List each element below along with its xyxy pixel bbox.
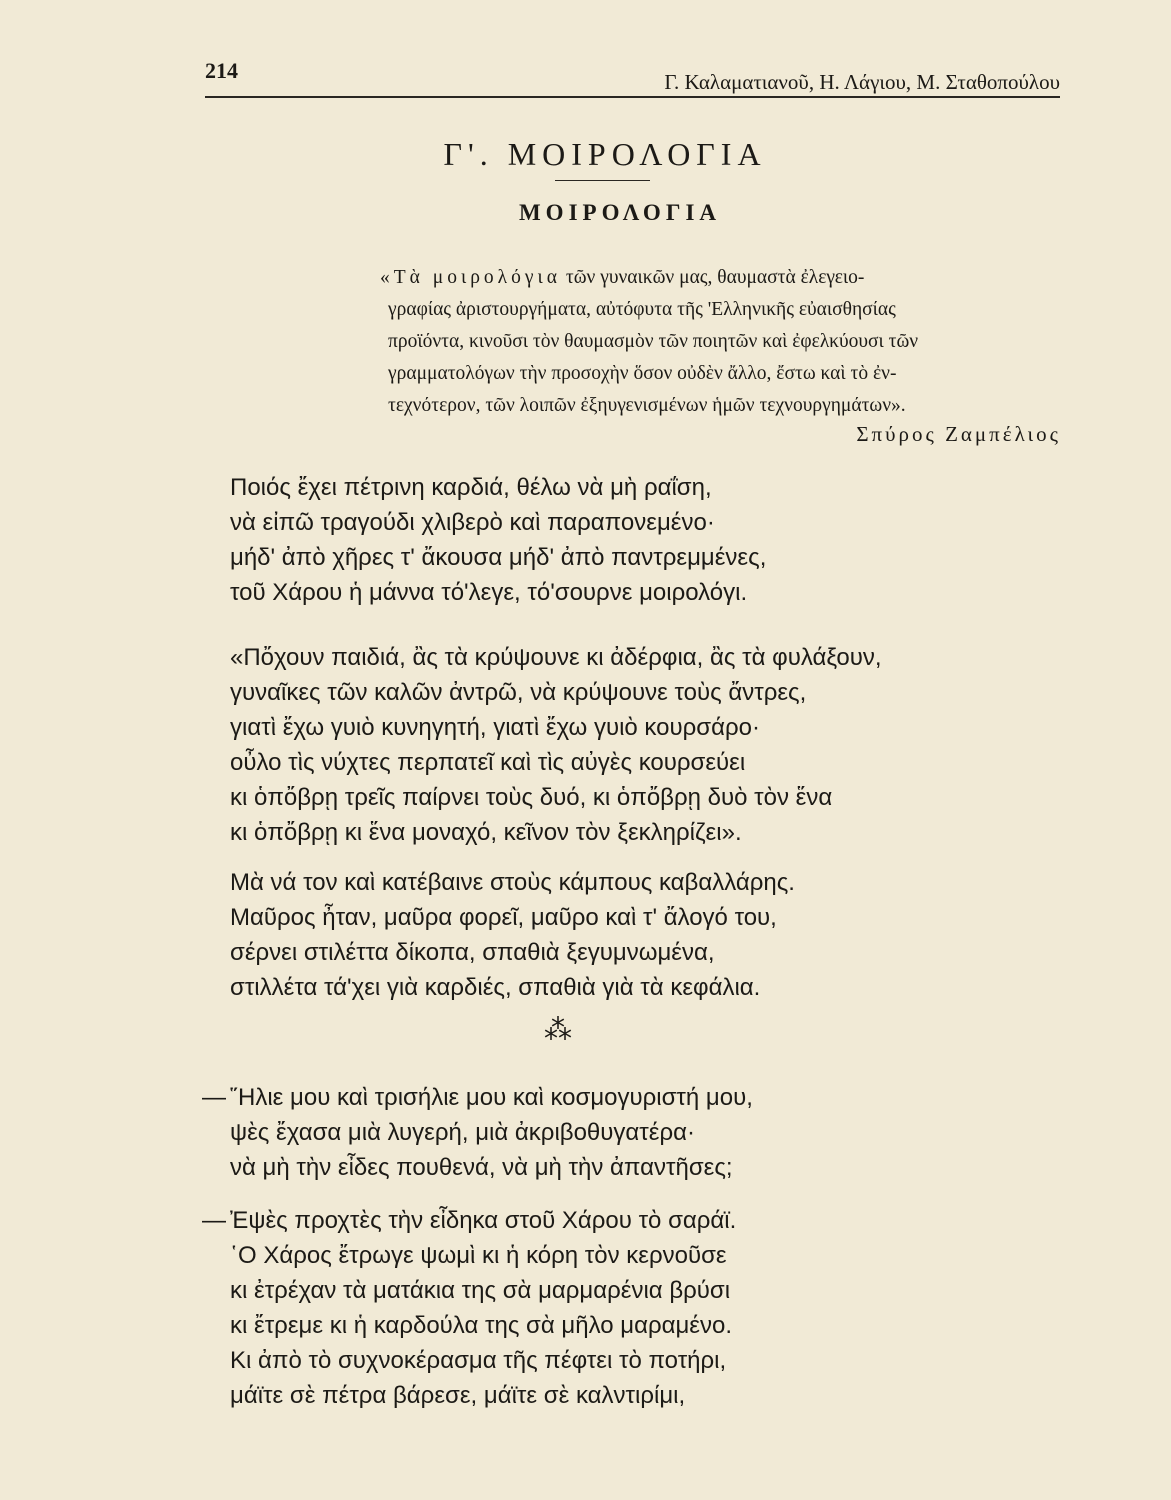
verse-line: μάϊτε σὲ πέτρα βάρεσε, μάϊτε σὲ καλντιρίμι, [230, 1382, 686, 1409]
verse-line: μήδ' ἀπὸ χῆρες τ' ἄκουσα μήδ' ἀπὸ παντρεμμένες, [230, 544, 767, 571]
verse-line: κι ἔτρεμε κι ἡ καρδούλα της σὰ μῆλο μαραμένο. [230, 1312, 733, 1339]
verse-line: νὰ μὴ τὴν εἶδες πουθενά, νὰ μὴ τὴν ἀπαντῆσες; [230, 1154, 733, 1181]
verse-line: στιλλέτα τά'χει γιὰ καρδιές, σπαθιὰ γιὰ τὰ κεφάλια. [230, 974, 761, 1001]
asterism-divider: ⁂ [544, 1015, 572, 1046]
verse-line: — ῞Ηλιε μου καὶ τρισήλιε μου καὶ κοσμογυριστή μου, [202, 1084, 753, 1111]
section-title: Γ'. ΜΟΙΡΟΛΟΓΙΑ [443, 136, 767, 172]
stanza [230, 640, 882, 850]
stanza [202, 1203, 737, 1413]
epigraph-line: προϊόντα, κινοῦσι τὸν θαυμασμὸν τῶν ποιητῶν καὶ ἐφελκύουσι τῶν [388, 331, 919, 352]
header-rule [205, 96, 1060, 98]
stanza [230, 470, 766, 610]
running-head: Γ. Καλαματιανοῦ, Η. Λάγιου, Μ. Σταθοπούλου [664, 70, 1060, 94]
stanza [230, 865, 795, 1005]
verse-line: νὰ εἰπῶ τραγούδι χλιβερὸ καὶ παραπονεμένο· [230, 509, 715, 536]
verse-line: σέρνει στιλέττα δίκοπα, σπαθιὰ ξεγυμνωμένα, [230, 939, 715, 966]
verse-line: οὖλο τὶς νύχτες περπατεῖ καὶ τὶς αὐγὲς κουρσεύει [230, 749, 746, 776]
verse-line: Μαῦρος ἦταν, μαῦρα φορεῖ, μαῦρο καὶ τ' ἄλογό του, [230, 904, 777, 931]
epigraph-line: γραφίας ἀριστουργήματα, αὐτόφυτα τῆς 'Ελληνικῆς εὐαισθησίας [388, 299, 896, 320]
stanza [202, 1080, 753, 1185]
verse-line: κι ὁπὄβρῃ τρεῖς παίρνει τοὺς δυό, κι ὁπὄβρῃ δυὸ τὸν ἕνα [230, 784, 833, 811]
epigraph-line: τεχνότερον, τῶν λοιπῶν ἐξηυγενισμένων ἡμῶν τεχνουργημάτων». [388, 395, 906, 416]
verse-line: κι ὁπὄβρῃ κι ἕνα μοναχό, κεῖνον τὸν ξεκληρίζει». [230, 819, 742, 846]
verse-line: Μὰ νά τον καὶ κατέβαινε στοὺς κάμπους καβαλλάρης. [230, 869, 795, 896]
page-header [205, 58, 1060, 98]
epigraph-line: «Τὰ μοιρολόγια τῶν γυναικῶν μας, θαυμαστὰ ἐλεγειο- [380, 267, 865, 288]
verse-line: ῾Ο Χάρος ἔτρωγε ψωμὶ κι ἡ κόρη τὸν κερνοῦσε [230, 1242, 727, 1269]
title-divider [555, 180, 650, 181]
epigraph-author: Σπύρος Ζαμπέλιος [856, 422, 1061, 446]
verse-line: Ποιός ἔχει πέτρινη καρδιά, θέλω νὰ μὴ ραΐση, [230, 474, 712, 501]
verse-line: γιατὶ ἔχω γυιὸ κυνηγητή, γιατὶ ἔχω γυιὸ κουρσάρο· [230, 714, 760, 741]
verse-line: τοῦ Χάρου ἡ μάννα τό'λεγε, τό'σουρνε μοιρολόγι. [230, 579, 748, 606]
page-number: 214 [205, 58, 238, 83]
verse-line: «Πὄχουν παιδιά, ἂς τὰ κρύψουνε κι ἀδέρφια, ἂς τὰ φυλάξουν, [230, 644, 882, 671]
verse-line: ψὲς ἔχασα μιὰ λυγερή, μιὰ ἀκριβοθυγατέρα· [230, 1119, 695, 1146]
epigraph [380, 262, 1060, 422]
section-subtitle: ΜΟΙΡΟΛΟΓΙΑ [518, 200, 722, 225]
verse-line: γυναῖκες τῶν καλῶν ἀντρῶ, νὰ κρύψουνε τοὺς ἄντρες, [230, 679, 807, 706]
epigraph-line: γραμματολόγων τὴν προσοχὴν ὅσον οὐδὲν ἄλλο, ἔστω καὶ τὸ ἐν- [388, 363, 897, 384]
verse-line: — Ἐψὲς προχτὲς τὴν εἶδηκα στοῦ Χάρου τὸ σαράϊ. [202, 1207, 737, 1234]
verse-line: Κι ἀπὸ τὸ συχνοκέρασμα τῆς πέφτει τὸ ποτήρι, [230, 1347, 727, 1374]
verse-line: κι ἐτρέχαν τὰ ματάκια της σὰ μαρμαρένια βρύσι [230, 1277, 731, 1304]
